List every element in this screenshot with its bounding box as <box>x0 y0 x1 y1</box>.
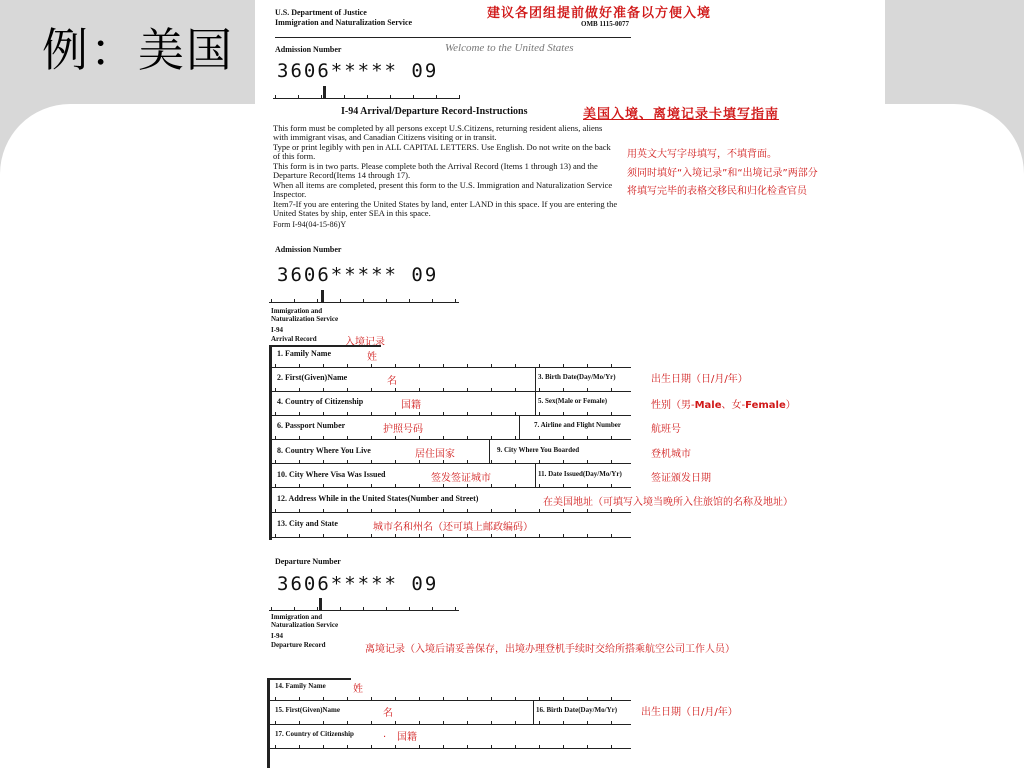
tick-mark <box>539 534 540 538</box>
arrival-ins-line-1: Immigration and <box>271 307 323 315</box>
annotation-family-name: 姓 <box>367 352 377 363</box>
tick-mark <box>299 534 300 538</box>
tick-mark <box>539 436 540 440</box>
tick-mark <box>275 412 276 416</box>
tick-mark <box>587 460 588 464</box>
tick-mark <box>347 460 348 464</box>
annotation-dep-given-name: 名 <box>383 708 393 719</box>
tick-mark <box>563 721 564 725</box>
annotation-residence: 居住国家 <box>415 449 455 460</box>
tick-mark <box>443 412 444 416</box>
tick-mark <box>443 364 444 368</box>
tick-mark <box>275 697 276 701</box>
arrival-number-baseline <box>269 302 459 303</box>
tick-mark <box>563 745 564 749</box>
tick-mark <box>611 697 612 701</box>
tick-mark <box>386 299 387 303</box>
field-9-boarding-city: 9. City Where You Boarded <box>497 446 580 454</box>
annotation-hand-in: 将填写完毕的表格交移民和归化检查官员 <box>627 186 807 197</box>
field-13-city-state: 13. City and State <box>277 519 338 528</box>
annotation-boarding-city: 登机城市 <box>651 449 691 460</box>
tick-mark <box>347 697 348 701</box>
tick-mark <box>395 436 396 440</box>
tick-mark <box>467 388 468 392</box>
tick-mark <box>587 484 588 488</box>
dept-line-2: Immigration and Naturalization Service <box>275 18 413 27</box>
tick-mark <box>587 509 588 513</box>
instructions-para-5: Item7-If you are entering the United States by land, enter LAND in this space. If you are entering the United States by ship, enter SEA in this space. <box>273 199 618 218</box>
tick-mark <box>299 484 300 488</box>
tick-mark <box>347 388 348 392</box>
tick-mark <box>611 412 612 416</box>
tick-mark <box>294 607 295 611</box>
tick-mark <box>467 534 468 538</box>
tick-mark <box>467 460 468 464</box>
tick-mark <box>515 460 516 464</box>
row-5-separator <box>489 439 490 463</box>
tick-mark <box>467 436 468 440</box>
field-17-citizenship: 17. Country of Citizenship <box>275 730 354 738</box>
tick-mark <box>271 607 272 611</box>
tick-mark <box>563 436 564 440</box>
tick-mark <box>395 412 396 416</box>
header-divider <box>275 37 631 38</box>
tick-mark <box>371 388 372 392</box>
dept-line-1: U.S. Department of Justice <box>275 8 367 17</box>
dep-row-divider-1 <box>267 700 631 701</box>
tick-mark <box>491 745 492 749</box>
tick-mark <box>409 607 410 611</box>
arrival-marker <box>321 290 324 302</box>
tick-mark <box>371 721 372 725</box>
tick-mark <box>323 534 324 538</box>
tick-mark <box>563 697 564 701</box>
annotation-guide-title: 美国入境、离境记录卡填写指南 <box>583 107 780 122</box>
tick-mark <box>491 388 492 392</box>
admission-number-label: Admission Number <box>275 45 342 54</box>
tick-mark <box>515 412 516 416</box>
tick-mark <box>321 95 322 99</box>
tick-mark <box>587 721 588 725</box>
tick-mark <box>587 412 588 416</box>
tick-mark <box>367 95 368 99</box>
tick-mark <box>491 721 492 725</box>
annotation-both-parts: 须同时填好“入境记录”和“出境记录”两部分 <box>627 168 818 179</box>
annotation-citizenship: 国籍 <box>401 400 421 411</box>
tick-mark <box>491 436 492 440</box>
dep-row-2-separator <box>533 700 534 724</box>
field-11-date-issued: 11. Date Issued(Day/Mo/Yr) <box>538 470 622 478</box>
field-3-birth-date: 3. Birth Date(Day/Mo/Yr) <box>538 373 616 381</box>
tick-mark <box>539 460 540 464</box>
annotation-us-address: 在美国地址（可填写入境当晚所入住旅馆的名称及地址） <box>543 497 793 508</box>
dep-row-divider-3 <box>267 748 631 749</box>
tick-mark <box>317 607 318 611</box>
field-6-passport: 6. Passport Number <box>277 421 346 430</box>
tick-mark <box>299 460 300 464</box>
slide-title: 例：美国 <box>42 23 234 77</box>
admission-number-baseline <box>273 98 459 99</box>
tick-mark <box>395 364 396 368</box>
departure-ins-line-1: Immigration and <box>271 613 323 621</box>
tick-mark <box>459 95 460 99</box>
tick-mark <box>467 697 468 701</box>
departure-number: 3606***** 09 <box>277 573 439 595</box>
tick-mark <box>299 697 300 701</box>
departure-marker <box>319 598 322 610</box>
tick-mark <box>419 388 420 392</box>
annotation-sex: 性别（男-Male、女-Female） <box>651 400 796 411</box>
tick-mark <box>340 299 341 303</box>
instructions-para-1: This form must be completed by all persons except U.S.Citizens, returning resident aliens, aliens with immigrant visas, and Canadian Citizens visiting or in transit. <box>273 123 603 142</box>
tick-mark <box>419 460 420 464</box>
annotation-departure-record: 离境记录（入境后请妥善保存，出境办理登机手续时交给所搭乘航空公司工作人员） <box>365 644 735 655</box>
row-3-separator <box>535 391 536 415</box>
departure-record-label: Departure Record <box>271 641 326 649</box>
field-7-flight: 7. Airline and Flight Number <box>534 421 621 429</box>
tick-mark <box>419 364 420 368</box>
tick-mark <box>443 484 444 488</box>
tick-mark <box>539 364 540 368</box>
tick-mark <box>611 534 612 538</box>
tick-mark <box>515 697 516 701</box>
tick-mark <box>347 412 348 416</box>
departure-ins-line-2: Naturalization Service <box>271 621 339 629</box>
annotation-passport: 护照号码 <box>383 424 423 435</box>
tick-mark <box>467 509 468 513</box>
tick-mark <box>491 534 492 538</box>
annotation-dep-birth-date: 出生日期（日/月/年） <box>641 707 738 718</box>
tick-mark <box>491 509 492 513</box>
arrival-ins-line-2: Naturalization Service <box>271 315 339 323</box>
tick-mark <box>395 460 396 464</box>
tick-mark <box>299 412 300 416</box>
tick-mark <box>515 388 516 392</box>
tick-mark <box>323 460 324 464</box>
tick-mark <box>419 484 420 488</box>
tick-mark <box>323 412 324 416</box>
tick-mark <box>443 534 444 538</box>
annotation-visa-date: 签证颁发日期 <box>651 473 711 484</box>
field-5-sex: 5. Sex(Male or Female) <box>538 397 608 405</box>
tick-mark <box>371 697 372 701</box>
tick-mark <box>611 745 612 749</box>
tick-mark <box>587 697 588 701</box>
arrival-admission-label: Admission Number <box>275 245 342 254</box>
tick-mark <box>611 388 612 392</box>
tick-mark <box>275 721 276 725</box>
tick-mark <box>275 436 276 440</box>
tick-mark <box>395 745 396 749</box>
tick-mark <box>419 436 420 440</box>
tick-mark <box>323 436 324 440</box>
tick-mark <box>539 509 540 513</box>
tick-mark <box>299 745 300 749</box>
tick-mark <box>563 412 564 416</box>
field-16-birth-date: 16. Birth Date(Day/Mo/Yr) <box>536 706 618 714</box>
tick-mark <box>467 721 468 725</box>
tick-mark <box>323 721 324 725</box>
tick-mark <box>539 697 540 701</box>
tick-mark <box>363 607 364 611</box>
tick-mark <box>587 364 588 368</box>
tick-mark <box>515 745 516 749</box>
tick-mark <box>515 721 516 725</box>
field-14-family-name: 14. Family Name <box>275 682 326 690</box>
tick-mark <box>371 460 372 464</box>
field-4-citizenship: 4. Country of Citizenship <box>277 397 364 406</box>
tick-mark <box>563 364 564 368</box>
tick-mark <box>323 509 324 513</box>
tick-mark <box>539 484 540 488</box>
tick-mark <box>347 509 348 513</box>
tick-mark <box>436 95 437 99</box>
tick-mark <box>323 697 324 701</box>
tick-mark <box>467 484 468 488</box>
tick-mark <box>323 388 324 392</box>
field-1-family-name: 1. Family Name <box>277 349 331 358</box>
tick-mark <box>443 509 444 513</box>
tick-mark <box>275 509 276 513</box>
omb-number: OMB 1115-0077 <box>581 20 630 28</box>
tick-mark <box>275 534 276 538</box>
tick-mark <box>467 412 468 416</box>
tick-mark <box>275 95 276 99</box>
tick-mark <box>611 436 612 440</box>
arrival-admission-number: 3606***** 09 <box>277 264 439 286</box>
tick-mark <box>323 745 324 749</box>
tick-mark <box>443 745 444 749</box>
tick-mark <box>611 484 612 488</box>
tick-mark <box>419 412 420 416</box>
tick-mark <box>275 460 276 464</box>
tick-mark <box>455 299 456 303</box>
tick-mark <box>539 721 540 725</box>
tick-mark <box>323 364 324 368</box>
annotation-visa-city: 签发签证城市 <box>431 473 491 484</box>
field-8-residence: 8. Country Where You Live <box>277 446 371 455</box>
tick-mark <box>299 509 300 513</box>
field-10-visa-city: 10. City Where Visa Was Issued <box>277 470 386 479</box>
tick-mark <box>395 721 396 725</box>
tick-mark <box>563 534 564 538</box>
tick-mark <box>432 607 433 611</box>
tick-mark <box>419 509 420 513</box>
tick-mark <box>395 509 396 513</box>
tick-mark <box>347 721 348 725</box>
tick-mark <box>413 95 414 99</box>
tick-mark <box>539 745 540 749</box>
tick-mark <box>323 484 324 488</box>
tick-mark <box>443 388 444 392</box>
tick-mark <box>611 721 612 725</box>
tick-mark <box>467 745 468 749</box>
admission-number: 3606***** 09 <box>277 60 439 82</box>
tick-mark <box>395 484 396 488</box>
tick-mark <box>371 509 372 513</box>
tick-mark <box>419 534 420 538</box>
tick-mark <box>563 509 564 513</box>
tick-mark <box>611 460 612 464</box>
tick-mark <box>347 364 348 368</box>
tick-mark <box>371 436 372 440</box>
tick-mark <box>371 534 372 538</box>
tick-mark <box>563 460 564 464</box>
dep-row-divider-2 <box>267 724 631 725</box>
departure-box-left-edge <box>267 678 270 768</box>
departure-box-top <box>267 678 351 680</box>
arrival-box-top <box>269 345 381 347</box>
tick-mark <box>294 299 295 303</box>
tick-mark <box>515 534 516 538</box>
tick-mark <box>419 721 420 725</box>
instructions-para-4: When all items are completed, present this form to the U.S. Immigration and Naturalization Service Inspector. <box>273 180 613 199</box>
tick-mark <box>347 534 348 538</box>
arrival-box-left-edge <box>269 345 272 540</box>
tick-mark <box>432 299 433 303</box>
tick-mark <box>390 95 391 99</box>
tick-mark <box>371 745 372 749</box>
tick-mark <box>347 484 348 488</box>
tick-mark <box>271 299 272 303</box>
tick-mark <box>587 534 588 538</box>
tick-mark <box>317 299 318 303</box>
tick-mark <box>275 745 276 749</box>
annotation-top-advice: 建议各团组提前做好准备以方便入境 <box>487 6 712 21</box>
tick-mark <box>611 364 612 368</box>
annotation-dep-dot: . <box>383 729 387 740</box>
form-id: Form I-94(04-15-86)Y <box>273 220 347 229</box>
row-2-separator <box>535 367 536 391</box>
tick-mark <box>443 460 444 464</box>
tick-mark <box>419 697 420 701</box>
row-4-separator <box>519 415 520 439</box>
annotation-dep-citizenship: 国籍 <box>397 732 417 743</box>
tick-mark <box>299 721 300 725</box>
tick-mark <box>275 388 276 392</box>
departure-i94: I-94 <box>271 632 284 640</box>
welcome-text: Welcome to the United States <box>445 42 574 54</box>
tick-mark <box>386 607 387 611</box>
tick-mark <box>455 607 456 611</box>
tick-mark <box>443 721 444 725</box>
annotation-arrival-record: 入境记录 <box>345 337 385 348</box>
annotation-city-state: 城市名和州名（还可填上邮政编码） <box>373 522 533 533</box>
i94-form-document <box>255 0 885 768</box>
instructions-para-3: This form is in two parts. Please complete both the Arrival Record (Items 1 through 13) and the Departure Record(Items 14 through 17). <box>273 161 598 180</box>
tick-mark <box>395 697 396 701</box>
annotation-caps-note: 用英文大写字母填写，不填背面。 <box>627 149 777 160</box>
tick-mark <box>371 412 372 416</box>
tick-mark <box>299 436 300 440</box>
tick-mark <box>515 364 516 368</box>
field-15-given-name: 15. First(Given)Name <box>275 706 340 714</box>
tick-mark <box>443 697 444 701</box>
annotation-given-name: 名 <box>387 376 397 387</box>
annotation-dep-family-name: 姓 <box>353 684 363 695</box>
tick-mark <box>491 364 492 368</box>
arrival-record-label: Arrival Record <box>271 335 317 343</box>
instructions-title: I-94 Arrival/Departure Record-Instructions <box>341 106 528 117</box>
tick-mark <box>491 697 492 701</box>
tick-mark <box>344 95 345 99</box>
tick-mark <box>563 388 564 392</box>
tick-mark <box>371 364 372 368</box>
tick-mark <box>340 607 341 611</box>
tick-mark <box>371 484 372 488</box>
tick-mark <box>363 299 364 303</box>
tick-mark <box>491 412 492 416</box>
annotation-flight: 航班号 <box>651 424 681 435</box>
tick-mark <box>515 509 516 513</box>
departure-number-label: Departure Number <box>275 557 341 566</box>
annotation-birth-date: 出生日期（日/月/年） <box>651 374 748 385</box>
tick-mark <box>587 436 588 440</box>
tick-mark <box>587 745 588 749</box>
tick-mark <box>275 484 276 488</box>
tick-mark <box>539 388 540 392</box>
tick-mark <box>419 745 420 749</box>
tick-mark <box>395 534 396 538</box>
departure-number-baseline <box>269 610 459 611</box>
row-6-separator <box>535 463 536 487</box>
tick-mark <box>347 436 348 440</box>
field-2-given-name: 2. First(Given)Name <box>277 373 348 382</box>
tick-mark <box>491 460 492 464</box>
tick-mark <box>563 484 564 488</box>
arrival-i94: I-94 <box>271 326 284 334</box>
tick-mark <box>275 364 276 368</box>
tick-mark <box>611 509 612 513</box>
tick-mark <box>515 484 516 488</box>
tick-mark <box>395 388 396 392</box>
field-12-us-address: 12. Address While in the United States(Number and Street) <box>277 494 479 503</box>
tick-mark <box>515 436 516 440</box>
tick-mark <box>347 745 348 749</box>
tick-mark <box>443 436 444 440</box>
admission-marker <box>323 86 326 98</box>
tick-mark <box>539 412 540 416</box>
tick-mark <box>299 388 300 392</box>
tick-mark <box>299 364 300 368</box>
tick-mark <box>467 364 468 368</box>
instructions-para-2: Type or print legibly with pen in ALL CAPITAL LETTERS. Use English. Do not write on the back of this form. <box>273 142 611 161</box>
tick-mark <box>298 95 299 99</box>
tick-mark <box>409 299 410 303</box>
tick-mark <box>587 388 588 392</box>
tick-mark <box>491 484 492 488</box>
